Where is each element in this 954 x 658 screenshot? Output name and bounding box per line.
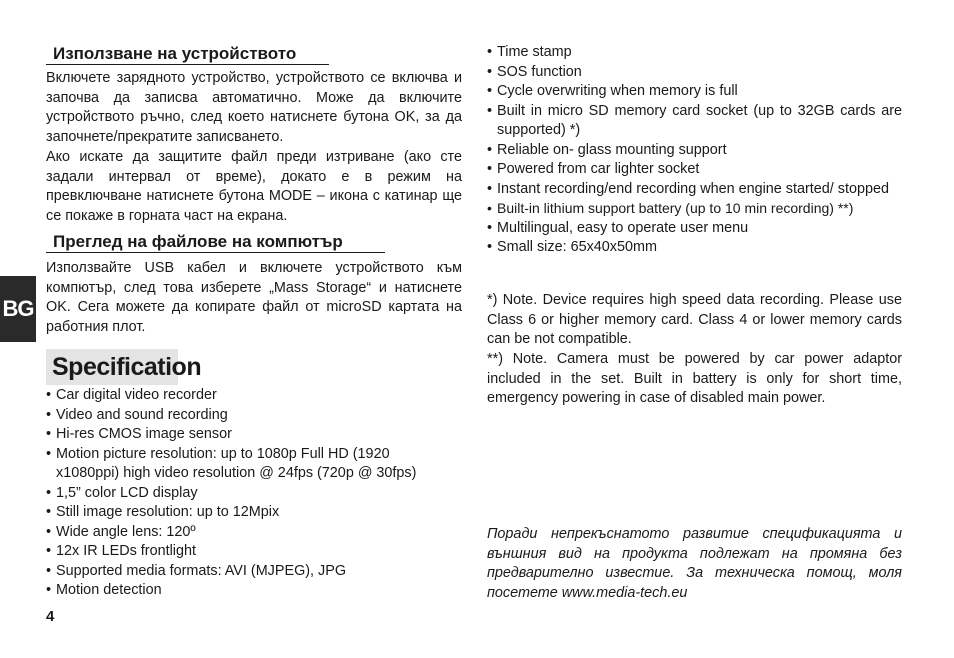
usage-heading: Използване на устройството [46, 44, 329, 65]
list-item: • Built in micro SD memory card socket (up to 32GB cards are supported) *) [487, 102, 902, 141]
list-item: • Car digital video recorder [46, 386, 456, 406]
list-item: • Powered from car lighter socket [487, 160, 902, 180]
list-item: • Reliable on- glass mounting support [487, 141, 902, 161]
list-item: • Motion picture resolution: up to 1080p Full HD (1920 x1080ppi) high video resolution @ 24fps (720p @ 30fps) [46, 445, 456, 484]
list-item: • Time stamp [487, 43, 902, 63]
list-item: • Still image resolution: up to 12Mpix [46, 503, 456, 523]
language-tab: BG [0, 276, 36, 342]
list-item: • Motion detection [46, 581, 456, 601]
list-item: • Cycle overwriting when memory is full [487, 82, 902, 102]
specification-title-box [46, 349, 202, 385]
files-heading: Преглед на файлове на компютър [46, 232, 385, 253]
list-item: • Supported media formats: AVI (MJPEG), JPG [46, 562, 456, 582]
list-item: • SOS function [487, 63, 902, 83]
list-item: • 12x IR LEDs frontlight [46, 542, 456, 562]
list-item: • Wide angle lens: 120º [46, 523, 456, 543]
usage-paragraph-2: Ако искате да защитите файл преди изтриване (ако сте задали интервал от време), докато е в режим на превключване натиснете бутона MODE – икона с катинар ще се покаже в горната част на екрана. [46, 149, 462, 224]
list-item: • Small size: 65x40x50mm [487, 238, 902, 258]
list-item: • Multilingual, easy to operate user menu [487, 219, 902, 239]
list-item: • Hi-res CMOS image sensor [46, 425, 456, 445]
list-item: • Instant recording/end recording when engine started/ stopped [487, 180, 902, 200]
list-item: • 1,5” color LCD display [46, 484, 456, 504]
spec-note-1: *) Note. Device requires high speed data recording. Please use Class 6 or higher memory card. Class 4 or lower memory cards can be not compatible. [487, 292, 902, 347]
list-item: • Built-in lithium support battery (up to 10 min recording) **) [487, 199, 902, 219]
spec-list-left [46, 386, 456, 601]
disclaimer-notice: Поради непрекъснатото развитие спецификацията и външния вид на продукта подлежат на промяна без предварително известие. За техническа помощ, моля посетете www.media-tech.eu [487, 526, 902, 601]
list-item: • Video and sound recording [46, 406, 456, 426]
specification-title: Specification [52, 353, 202, 381]
spec-note-2: **) Note. Camera must be powered by car power adaptor included in the set. Built in battery is only for short time, emergency powering in case of disabled main power. [487, 351, 902, 406]
files-paragraph: Използвайте USB кабел и включете устройството към компютър, след това изберете „Mass Storage“ и натиснете OK. Сега можете да копирате файл от microSD картата на работния плот. [46, 260, 462, 335]
spec-list-right [487, 43, 902, 258]
usage-paragraph-1: Включете зарядното устройство, устройството се включва и започва да записва автоматично. Може да включите устройството ръчно, след което натиснете бутона OK, за да започнете/прекратите записването. [46, 70, 462, 145]
page-number: 4 [46, 608, 55, 625]
